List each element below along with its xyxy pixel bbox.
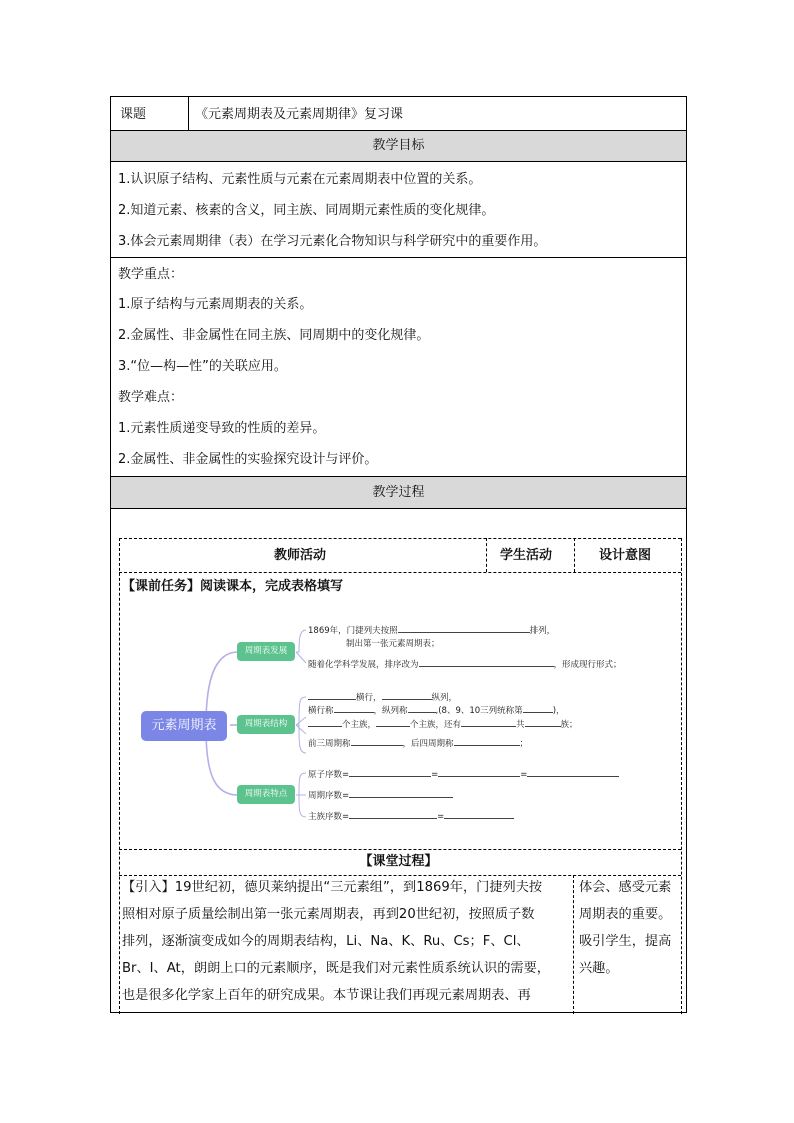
difficulty-item: 1.元素性质递变导致的性质的差异。 [118,421,326,436]
mindmap-leaf: 周期序数= [308,789,453,802]
mindmap-branch-development: 周期表发展 [237,642,295,661]
mindmap-root: 元素周期表 [141,711,227,741]
mindmap-leaf: 前三周期称 ，后四周期称 ； [308,739,529,749]
lesson-plan-table [110,96,687,1013]
col-design-intent: 设计意图 [599,548,652,563]
class-process-heading: 【课堂过程】 [359,854,438,869]
mindmap-leaf: 1869年，门捷列夫按照 排列， [308,626,556,636]
topic-label: 课题 [120,107,147,122]
intro-line: 照相对原子质量绘制出第一张元素周期表，再到20世纪初，按照质子数 [122,907,535,922]
intent-line: 兴趣。 [579,961,619,976]
mindmap-leaf: 原子序数= = = [308,768,619,781]
goal-item: 1.认识原子结构、元素性质与元素在元素周期表中位置的关系。 [118,172,482,187]
pretask-title: 【课前任务】阅读课本，完成表格填写 [122,579,344,594]
goal-item: 3.体会元素周期律（表）在学习元素化合物知识与科学研究中的重要作用。 [118,234,547,249]
topic-value: 《元素周期表及元素周期律》复习课 [195,107,404,122]
keypoint-item: 2.金属性、非金属性在同主族、同周期中的变化规律。 [118,328,430,343]
col-student-activity: 学生活动 [500,548,553,563]
keypoints-heading: 教学重点： [118,267,184,282]
mindmap-leaf: 横行， 纵列， [308,691,457,704]
intro-line: 排列，逐渐演变成如今的周期表结构，Li、Na、K、Ru、Cs；F、Cl、 [122,934,530,949]
keypoint-item: 1.原子结构与元素周期表的关系。 [118,297,313,312]
goals-heading: 教学目标 [372,138,425,153]
intro-line: 【引入】19世纪初，德贝莱纳提出“三元素组”，到1869年，门捷列夫按 [122,880,543,895]
mindmap-branch-structure: 周期表结构 [237,715,295,734]
mindmap-leaf: 个主族， 个主族，还有 共 族； [308,718,578,731]
difficulty-item: 2.金属性、非金属性的实验探究设计与评价。 [118,452,378,467]
mindmap-branch-features: 周期表特点 [237,785,295,804]
difficulties-heading: 教学难点： [118,390,184,405]
mindmap-leaf: 制出第一张元素周期表； [346,639,440,649]
intent-line: 体会、感受元素 [579,880,672,895]
mindmap-leaf: 主族序数= = [308,810,514,823]
mindmap-leaf: 横行称 ，纵列称 ,(8、9、10三列统称第 )， [308,706,565,716]
intro-line: 也是很多化学家上百年的研究成果。本节课让我们再现元素周期表、再 [122,988,531,1003]
mindmap-leaf: 随着化学科学发展，排序改为 ，形成现行形式； [308,660,622,670]
keypoint-item: 3.“位—构—性”的关联应用。 [118,359,287,374]
intent-line: 吸引学生，提高 [579,934,672,949]
intent-line: 周期表的重要。 [579,907,672,922]
col-teacher-activity: 教师活动 [274,548,327,563]
intro-line: Br、I、At，朗朗上口的元素顺序，既是我们对元素性质系统认识的需要， [122,961,550,976]
process-heading: 教学过程 [372,485,425,500]
goal-item: 2.知道元素、核素的含义，同主族、同周期元素性质的变化规律。 [118,203,495,218]
